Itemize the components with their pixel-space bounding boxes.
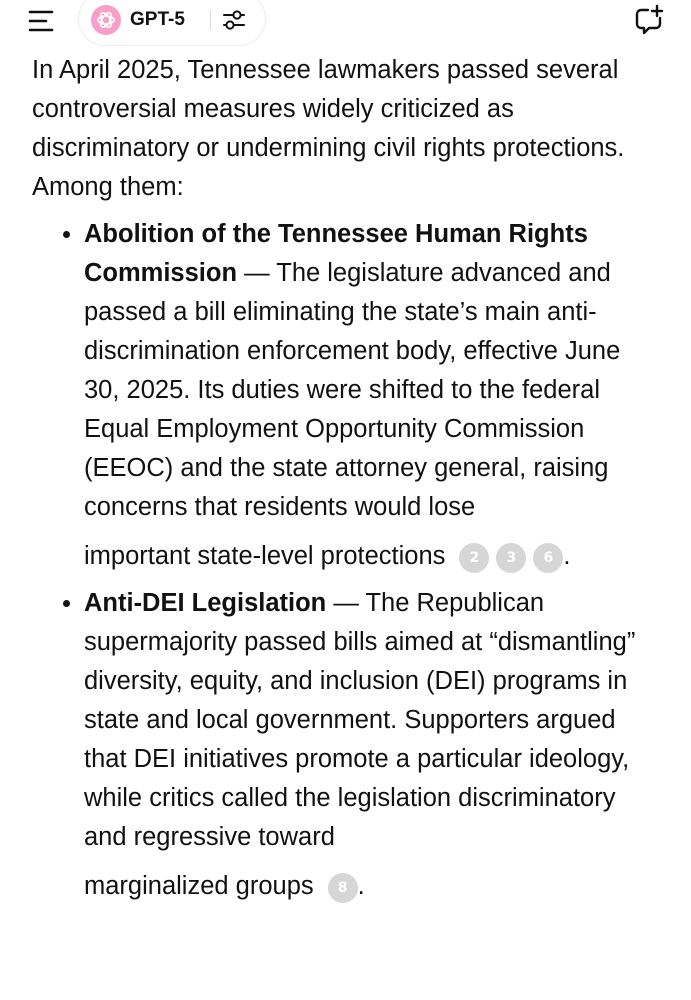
message-intro: In April 2025, Tennessee lawmakers passed several controversial measures widely criticized as discriminatory or undermining civil rights protections. Among them: (32, 56, 625, 201)
menu-button[interactable] (28, 8, 56, 34)
bullet-body: — The Republican supermajority passed bills aimed at “dismantling” diversity, equity, and inclusion (DEI) programs in state and local government. Supporters argued that DEI initiatives promote a particular ideology, while critics called the legislation discriminatory and regressive toward (84, 589, 636, 851)
bullet-title: Anti-DEI Legislation (84, 589, 327, 617)
model-settings-button[interactable] (220, 6, 248, 34)
menu-icon (28, 8, 56, 34)
citation-badge[interactable]: 8 (328, 873, 358, 903)
bullet-last-text: important state-level protections (84, 542, 446, 570)
openai-logo-icon (91, 5, 121, 35)
bullet-list (32, 215, 652, 906)
pill-divider (210, 10, 211, 30)
new-chat-icon (634, 4, 664, 36)
model-selector[interactable] (78, 0, 266, 46)
citation-badge[interactable]: 6 (533, 543, 563, 573)
bullet-last-line (84, 537, 652, 576)
assistant-message (32, 51, 652, 914)
sliders-icon (220, 6, 248, 34)
bullet-point (63, 231, 70, 238)
bullet-title: Abolition of the Tennessee Human Rights Commission (84, 220, 588, 287)
bullet-last-line (84, 867, 652, 906)
list-item (32, 584, 652, 906)
citation-badge[interactable]: 3 (496, 543, 526, 573)
top-bar (0, 0, 691, 42)
bullet-body: — The legislature advanced and passed a bill eliminating the state’s main anti-discrimination enforcement body, effective June 30, 2025. Its duties were shifted to the federal Equal Employment Opportunity Commission (EEOC) and the state attorney general, raising concerns that residents would lose (84, 259, 621, 521)
sentence-end: . (563, 542, 571, 570)
model-name: GPT-5 (130, 9, 185, 30)
sentence-end: . (357, 872, 365, 900)
citation-group (453, 542, 563, 570)
list-item (32, 215, 652, 576)
citation-group (322, 872, 358, 900)
bullet-last-text: marginalized groups (84, 872, 314, 900)
new-chat-button[interactable] (634, 4, 664, 36)
citation-badge[interactable]: 2 (459, 543, 489, 573)
bullet-point (63, 600, 70, 607)
